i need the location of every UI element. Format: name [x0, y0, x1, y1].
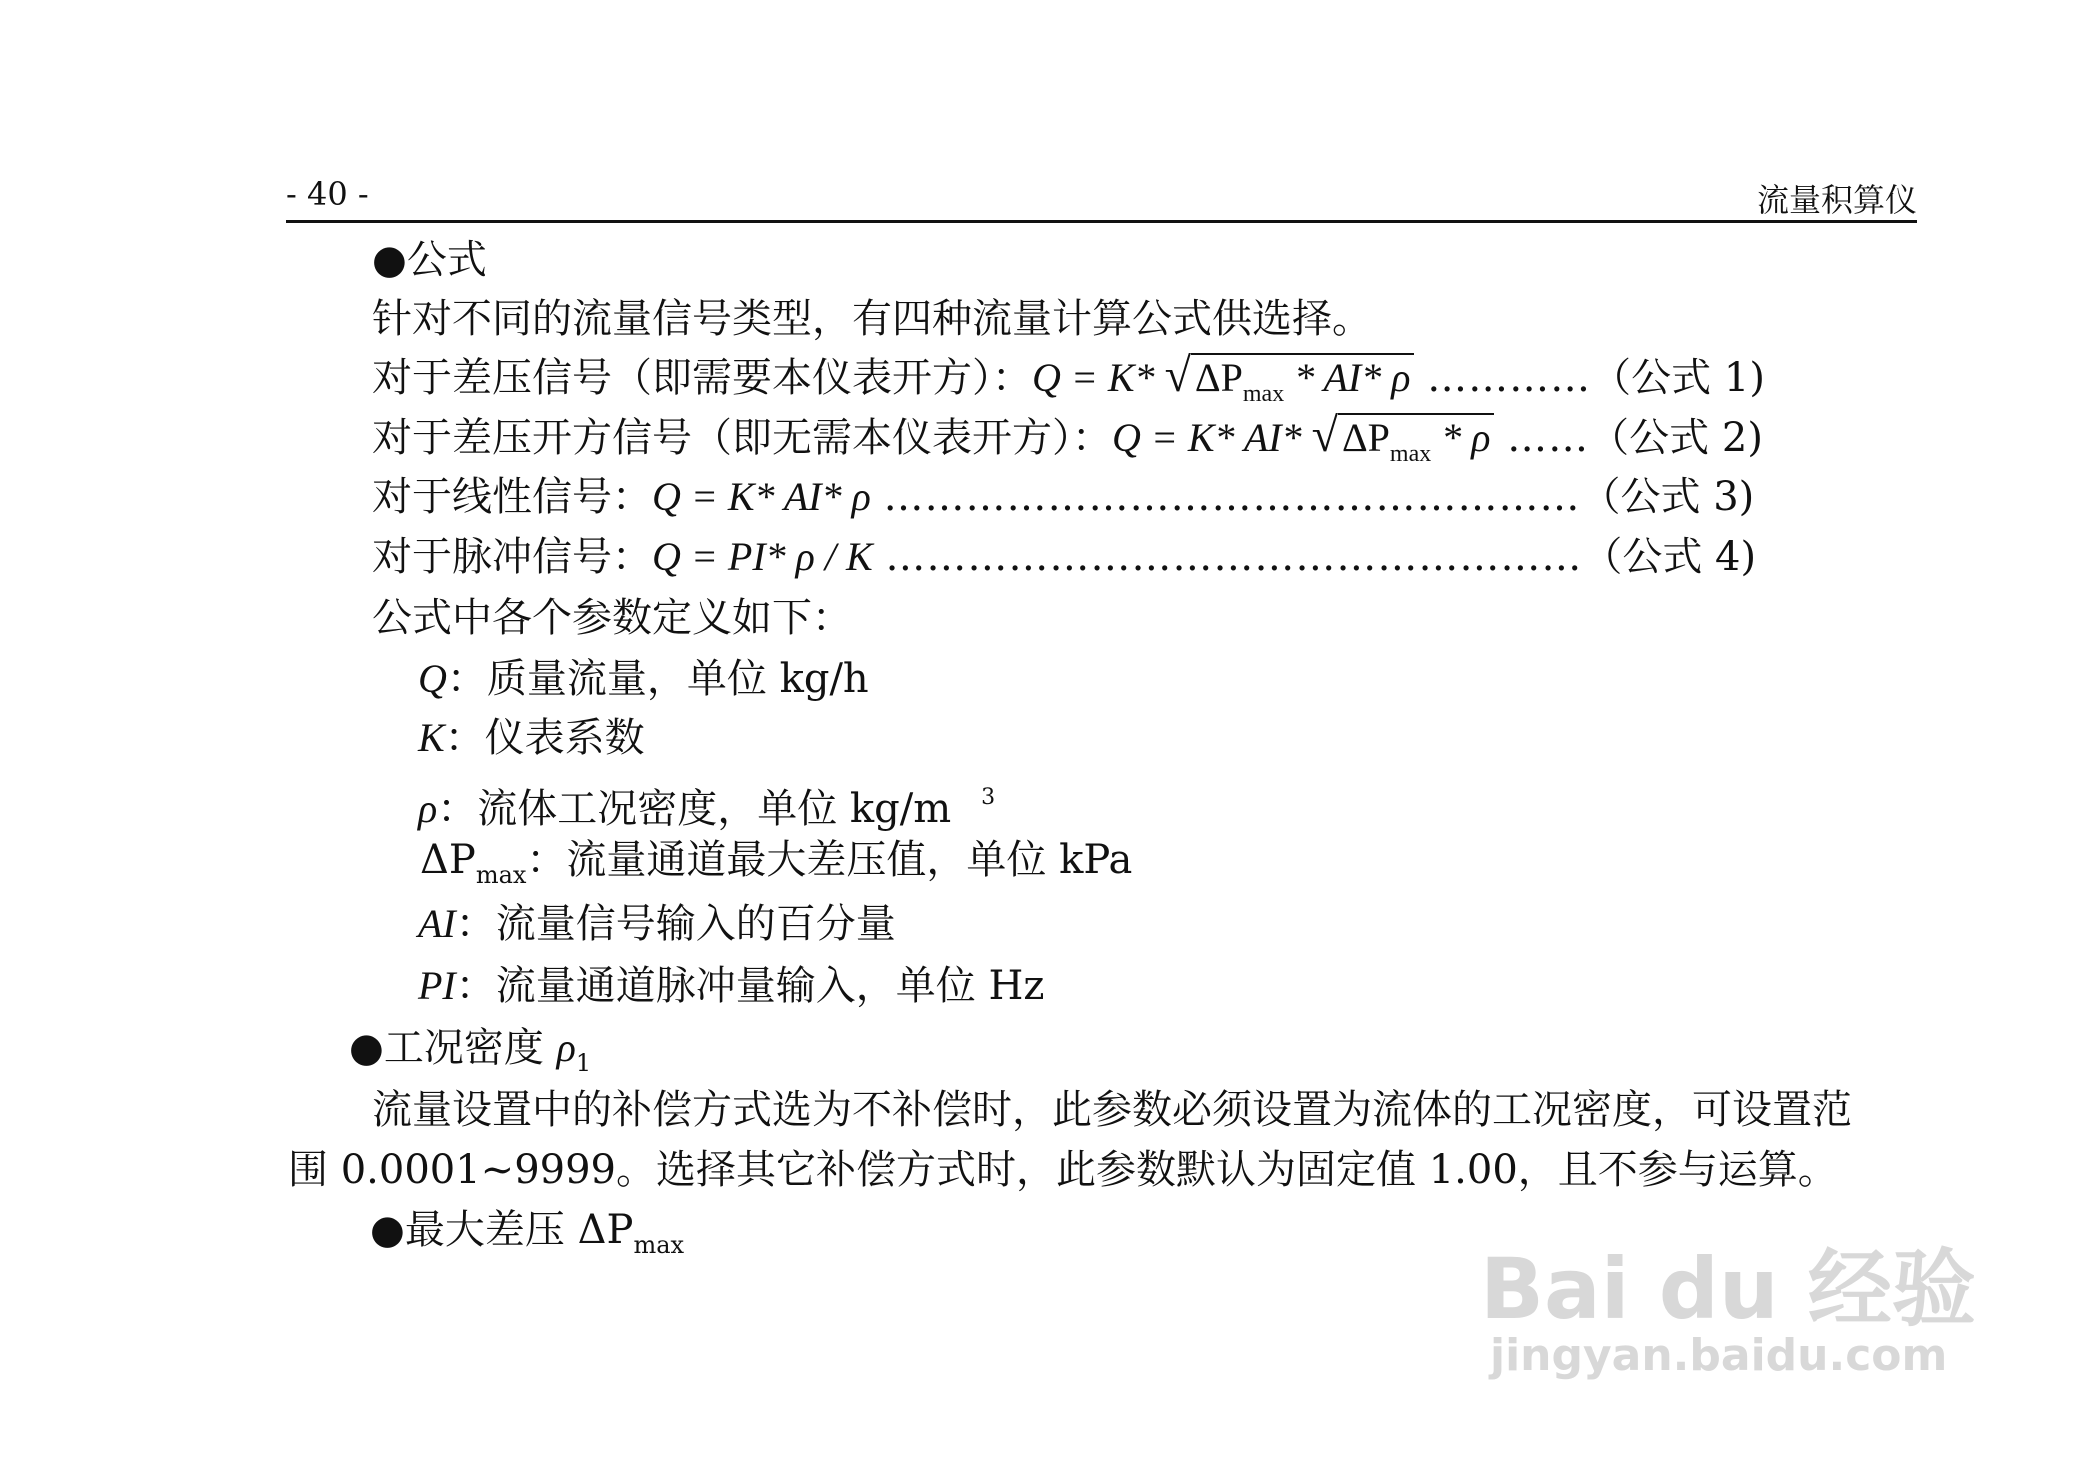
param-q-desc: ：质量流量，单位 kg/h: [446, 656, 869, 702]
formula-3: [372, 473, 1754, 521]
max-dp-heading-sub: max: [633, 1231, 685, 1259]
formula-2: [372, 409, 1763, 478]
page-number: - 40 -: [286, 175, 369, 213]
param-rho-desc: ：流体工况密度，单位 kg/m: [437, 786, 952, 832]
formula-1-tag: （公式 1): [1591, 355, 1765, 401]
max-dp-heading-symbol: ΔP: [577, 1207, 634, 1253]
param-ai-symbol: AI: [418, 901, 456, 946]
formula-2-expr: Q = K* AI* √ $\Delta P_{max}$ * ρ: [1112, 415, 1494, 460]
param-dpmax-desc: ：流量通道最大差压值，单位 kPa: [526, 837, 1133, 883]
param-k-desc: ：仪表系数: [444, 715, 645, 761]
param-ai: [418, 900, 896, 948]
formula-3-expr: Q = K* AI* ρ: [652, 474, 871, 519]
max-dp-heading: [370, 1206, 684, 1269]
param-pi-symbol: PI: [418, 963, 456, 1008]
formula-4-dots: ……………………………………………: [885, 534, 1583, 580]
param-rho-symbol: ρ: [418, 786, 438, 831]
formula-intro: 针对不同的流量信号类型，有四种流量计算公式供选择。: [372, 296, 1372, 342]
baidu-watermark-url: jingyan.baidu.com: [1490, 1330, 1948, 1381]
max-dp-heading-text: ●最大差压: [370, 1207, 578, 1253]
param-dpmax-symbol: ΔP: [420, 837, 476, 883]
formula-1: [372, 349, 1765, 418]
formula-4: [372, 533, 1756, 581]
param-k: [418, 714, 645, 762]
formula-2-dots: ……: [1507, 415, 1590, 461]
running-title: 流量积算仪: [1756, 181, 1917, 219]
density-heading-text: ●工况密度: [349, 1025, 557, 1071]
baidu-watermark-logo: Bai du 经验: [1480, 1240, 1976, 1338]
param-pi-desc: ：流量通道脉冲量输入，单位 Hz: [455, 963, 1045, 1009]
param-pi: [418, 962, 1044, 1010]
param-ai-desc: ：流量信号输入的百分量: [455, 901, 896, 947]
density-paragraph-line-2: 围 0.0001~9999。选择其它补偿方式时，此参数默认为固定值 1.00，且不参与运算。: [288, 1147, 1838, 1193]
formula-4-expr: Q = PI* ρ / K: [652, 534, 873, 579]
formula-4-label: 对于脉冲信号：: [372, 534, 652, 580]
formula-1-label: 对于差压信号（即需要本仪表开方）：: [372, 355, 1032, 401]
formula-2-label: 对于差压开方信号（即无需本仪表开方）：: [372, 415, 1112, 461]
formula-3-tag: （公式 3): [1580, 474, 1755, 520]
density-heading-symbol: ρ: [556, 1025, 576, 1070]
density-paragraph-line-1: 流量设置中的补偿方式选为不补偿时，此参数必须设置为流体的工况密度，可设置范: [372, 1087, 1852, 1133]
formula-2-tag: （公式 2): [1589, 415, 1763, 461]
formula-4-tag: （公式 4): [1582, 534, 1757, 580]
params-intro: 公式中各个参数定义如下：: [372, 595, 852, 641]
formula-heading: ●公式: [372, 237, 487, 283]
param-q-symbol: Q: [418, 656, 447, 701]
param-q: [418, 655, 869, 703]
formula-1-dots: …………: [1427, 355, 1592, 401]
param-dpmax: [420, 836, 1132, 899]
formula-1-expr: Q = K* √ $\Delta P_{max} * AI*$ ρ: [1032, 355, 1414, 400]
param-k-symbol: K: [418, 715, 445, 760]
param-dpmax-sub: max: [475, 861, 527, 889]
density-heading: [349, 1024, 591, 1087]
param-rho: [418, 774, 995, 833]
density-heading-sub: 1: [575, 1049, 592, 1077]
header-rule: [286, 220, 1917, 223]
formula-3-dots: ……………………………………………: [883, 474, 1581, 520]
param-rho-unit-exponent: 3: [981, 785, 996, 810]
formula-3-label: 对于线性信号：: [372, 474, 652, 520]
